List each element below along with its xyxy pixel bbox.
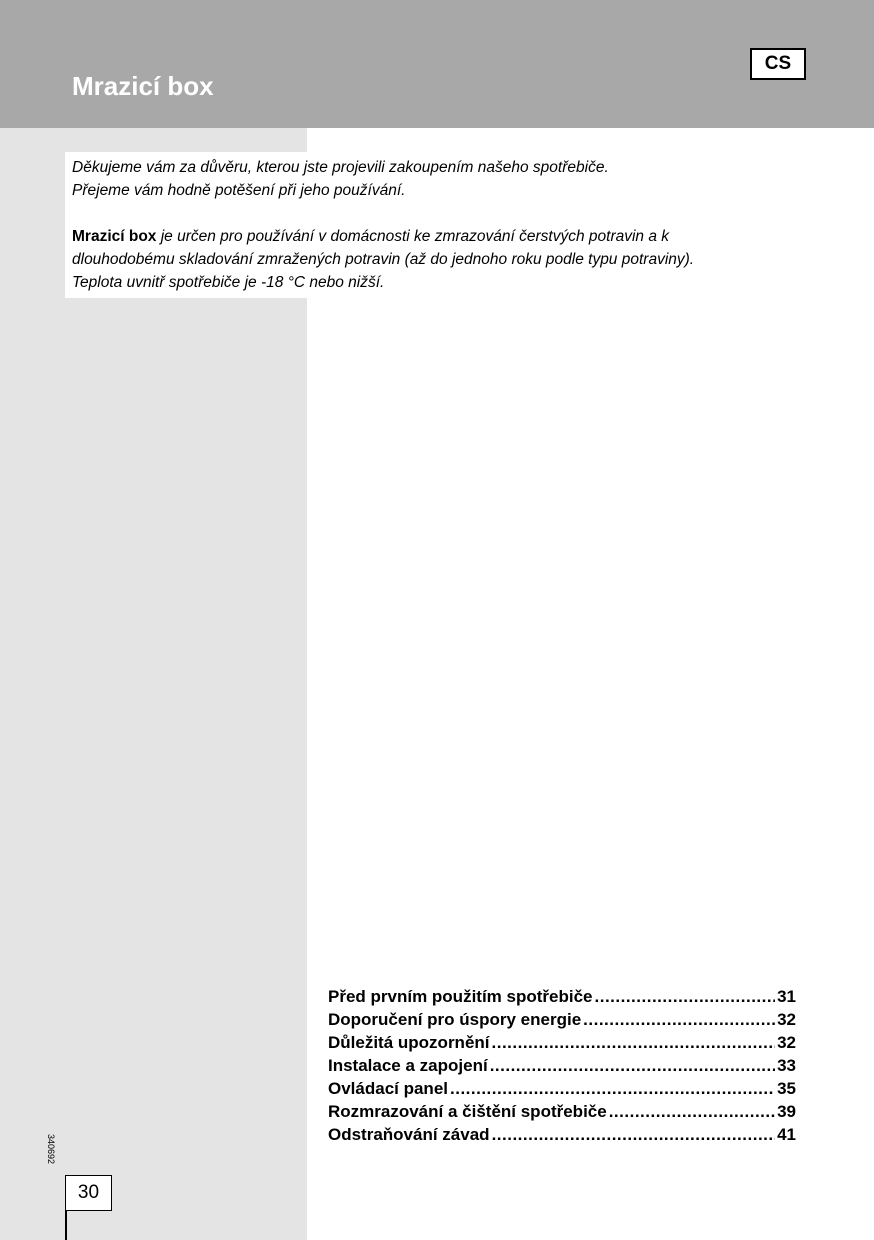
- toc-leader-dots: [609, 1100, 775, 1123]
- page-number-rule: [65, 1210, 67, 1240]
- page-title: Mrazicí box: [72, 71, 214, 101]
- intro-line-storage: dlouhodobému skladování zmražených potravin (až do jednoho roku podle typu potraviny).: [72, 251, 695, 268]
- toc-entry[interactable]: [328, 1077, 796, 1100]
- toc-entry[interactable]: [328, 1123, 796, 1146]
- toc-leader-dots: [450, 1077, 775, 1100]
- toc-entry-page: 31: [777, 987, 796, 1006]
- toc-entry-label: Rozmrazování a čištění spotřebiče: [328, 1102, 607, 1121]
- header-bar: [0, 0, 874, 128]
- toc-entry-label: Odstraňování závad: [328, 1125, 490, 1144]
- intro-line-thanks: Děkujeme vám za důvěru, kterou jste projevili zakoupením našeho spotřebiče.: [72, 159, 609, 176]
- intro-line-temperature: Teplota uvnitř spotřebiče je -18 °C nebo nižší.: [72, 274, 385, 291]
- intro-purpose-text: je určen pro používání v domácnosti ke zmrazování čerstvých potravin a k: [156, 228, 670, 245]
- intro-line-purpose: [72, 225, 862, 248]
- toc-entry[interactable]: [328, 1100, 796, 1123]
- toc-entry-label: Instalace a zapojení: [328, 1056, 488, 1075]
- toc-entry-label: Ovládací panel: [328, 1079, 448, 1098]
- intro-line-wish: Přejeme vám hodně potěšení při jeho používání.: [72, 182, 406, 199]
- toc-entry-page: 32: [777, 1033, 796, 1052]
- toc-leader-dots: [595, 985, 776, 1008]
- toc-entry-page: 41: [777, 1125, 796, 1144]
- toc-leader-dots: [492, 1031, 776, 1054]
- toc-entry-label: Důležitá upozornění: [328, 1033, 490, 1052]
- language-badge: CS: [750, 48, 806, 80]
- intro-text: [72, 156, 862, 294]
- toc-entry-page: 39: [777, 1102, 796, 1121]
- toc-entry-page: 35: [777, 1079, 796, 1098]
- toc-leader-dots: [490, 1054, 775, 1077]
- toc-entry[interactable]: [328, 1054, 796, 1077]
- toc-entry[interactable]: [328, 985, 796, 1008]
- table-of-contents: [328, 985, 796, 1146]
- product-name: Mrazicí box: [72, 228, 157, 245]
- toc-entry-label: Před prvním použitím spotřebiče: [328, 987, 593, 1006]
- toc-entry[interactable]: [328, 1008, 796, 1031]
- toc-entry[interactable]: [328, 1031, 796, 1054]
- toc-leader-dots: [492, 1123, 776, 1146]
- page-number: 30: [65, 1175, 112, 1211]
- document-code: 340692: [46, 1134, 56, 1165]
- toc-entry-label: Doporučení pro úspory energie: [328, 1010, 582, 1029]
- toc-entry-page: 33: [777, 1056, 796, 1075]
- toc-leader-dots: [583, 1008, 775, 1031]
- toc-entry-page: 32: [777, 1010, 796, 1029]
